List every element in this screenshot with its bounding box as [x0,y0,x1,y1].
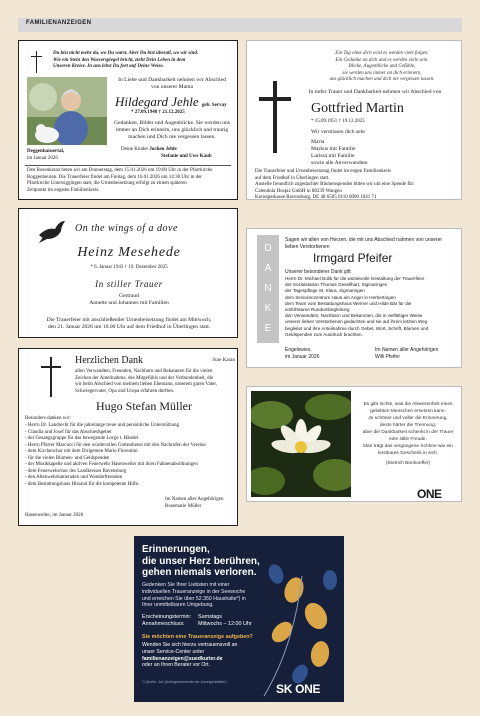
verse-line: Blicke, Augenblicke und Gefühle, [348,64,416,69]
place-date: Hasenweiler, im Januar 2026 [25,513,84,518]
birth-name: geb. Servay [201,103,227,108]
thanks-line: Herrn Dr. Michael Dulik für die würdevolle Gestaltung der Trauerfeier [285,276,425,281]
headline-line: Erinnerungen, [142,544,210,555]
title: Herzlichen Dank [75,355,144,366]
danke-side-bar [257,235,279,343]
deceased-name: Irmgard Pfeifer [313,251,393,265]
life-dates: * 15.09.1951 † 19.12.2025 [311,119,365,124]
side-letter: A [264,263,272,274]
intro-line: Sagen wir allen von Herzen, die mit uns Abschied nahmen von unserer [285,237,443,243]
life-dates: * 6. Januar 1943 † 19. Dezember 2025 [90,265,168,270]
body-line: und erreichen Sie über 52.350 Haushalte*) in [142,595,246,602]
thanks-line: - dem Kirchenchor mit dem Dirigenten Mario Florentini [25,449,138,454]
thanks-line: - Claudia und Josef für das Abschiedsgebet [25,429,112,435]
verse-ref: Sure Karan [212,358,235,363]
thanks-list [285,276,461,338]
name: Hildegard Jehle [115,94,199,109]
text-line: allen Verwandten, Freunden, Nachbarn und Bekannten für die vielen [75,369,213,374]
signoff [165,497,237,510]
promo-footnote: *) Quelle: Jcb (Auflagenkontrolle der Anzeigenblätter) [142,680,227,684]
thanks-line: den Verwandten, Nachbarn und Bekannten, die in vielfältiger Weise [285,313,423,319]
intro-line: von unserer Mama [151,84,193,90]
verse-line: Ein Tag ohne dich wird es werden viele folgen. [335,51,429,56]
signoff-line: Willi Pfeifer [375,353,401,360]
verse-line: sie werden uns immer an dich erinnern, [342,70,422,76]
thanks-line: - Herrn Pfarrer Marcucci für den würdevollen Gottesdienst mit den Nachrufen der Vereine [25,442,206,448]
detail-line: Kreissparkasse Ravensburg, DE 48 6505 0110 0000 1041 71 [255,195,377,200]
body-line: Gedenken Sie Ihrer Liebsten mit einer [142,582,230,588]
signoff [121,147,237,160]
intro-line: lieben Verstorbenen [285,243,330,250]
poem-line: Es gibt nichts, was die Abwesenheit eines [363,402,453,407]
poem-line: aber die Dankbarkeit schenkt in der Trauer [362,430,454,435]
body-line: Ihrer unmittelbaren Umgebung. [142,602,214,609]
detail-line: Anstelle freundlich zugedachter Blumenspenden bitten wir um eine Spende für: [255,182,415,187]
side-letter: N [264,283,272,294]
subtitle: In stiller Trauer [95,279,163,289]
text-line: wir beim Abschied von meinem lieben Ehemann, unserem guten Vater, [75,382,218,387]
detail-line: Calendula Hospiz GmbH in 88239 Wangen [255,188,342,194]
place: Deggenhausertal, [27,149,65,154]
child: Jochen Jehle [149,147,177,152]
deceased-name: Hugo Stefan Müller [96,399,192,413]
thanks-label: Besonders danken wir: [25,416,71,421]
place: Engelswies, [285,347,312,353]
thanks-line: dem Seniorenzentrum Haus am Anger in Herbertingen [285,294,396,300]
text-line: Zeichen der Anteilnahme, des Mitgefühls und der Verbundenheit, die [75,375,214,381]
schedule-value: Samstags [198,614,222,620]
thanks-irmgard-pfeifer [246,228,462,368]
mourner: Gertraud [119,293,139,299]
thanks-line: der Tagespflege St. Klara, Sigmaringen [285,288,365,294]
thanks-line: - der Gesangsgruppe für das bewegende Lorgo t. Händel [25,436,139,441]
side-letter: E [264,323,272,334]
obituary-heinz-mesehede [18,208,238,338]
intro: In tiefer Trauer und Dankbarkeit nehmen wir Abschied von [308,89,442,95]
thanks-hugo-stefan-mueller [18,348,238,526]
thanks-label: Unserer besonderer Dank gilt: [285,269,352,275]
verse-line: Ein Gedanke an dich und es werden viele sein. [335,57,429,63]
poem-line: desto härter die Trennung, [379,423,437,428]
promo-traueranzeige [134,536,344,702]
mourner: sowie alle Anverwandten [311,160,368,166]
thanks-line: dem Team vom Bestattungshaus Werner und Hilde Bär für die [285,300,412,306]
verse-line: Du bist nicht mehr da, wo Du warst. Aber Du bist überall, wo wir sind. [53,51,199,56]
place-date [27,149,107,162]
headline-line: gehen niemals verloren. [142,567,257,578]
ceremony-details [255,169,461,200]
memorial-poem [246,386,462,502]
cross-icon [50,357,52,397]
poem-line: eine stille Freude. [389,437,427,442]
month: im Januar 2026 [27,155,58,161]
thanks-line: - Herrn Dr. Landrecht für die jahrelange treue und persönliche Unterstützung [25,423,179,428]
one-logo: ONE [417,487,442,501]
deceased-name: Heinz Mesehede [77,245,181,260]
thanks-line: - dem Feuerwehrchor des Landkreises Ravensburg [25,468,127,474]
text-line: Schwiegervater, Opa und Uropa erfahren durften. [75,388,175,394]
mourners [311,139,451,167]
motto: On the wings of a dove [75,223,178,234]
portrait-photo [27,77,107,145]
dove-icon [37,219,67,243]
deceased-name [115,94,238,110]
intro [109,77,235,91]
water-lily-photo [251,391,351,497]
thanks-line: - für die vielen Blumen- und Geldspenden [25,455,110,461]
life-dates: * 27.09.1940 † 21.12.2025 [131,110,185,115]
place-date [285,347,365,360]
verse-line: Wie ein Stein den Wasserspiegel bricht, zieht Dein Leben in dem [53,57,186,63]
month: im Januar 2026 [285,353,320,360]
contact-line: Wenden Sie sich hierzu vertrauensvoll an [142,642,238,648]
thanks-line: der Sozialstation Thomas Gesellhart, Sigmaringen [285,282,388,288]
promo-body [142,582,282,609]
thanks-line: einfühlsame Rundumbegleitung [285,307,350,313]
poem-line: Je schöner und voller die Erinnerung, [368,416,448,421]
thanks-line: - dem Bestattungshaus Hirsand für die kompetente Hilfe. [25,481,140,487]
detail-line: Roggenbeuren. Die Trauerfeier findet am Freitag, dem 16.01.2026 um 14:30 Uhr in der [27,174,202,180]
child: Stefanie und Uwe Kaub [161,153,212,159]
detail-line: Pfarrkirche Untersiggingen statt, die Urnenbeisetzung erfolgt zu einem späteren [27,181,187,186]
poem-author: (Dietrich Bonhoeffer) [385,461,431,466]
section-header-bar [18,18,462,32]
promo-contact [142,642,292,669]
detail-line: Die Trauerfeier und Urnenbeisetzung findet im engen Familienkreis [255,169,391,174]
contact-line: oder an Ihren Berater vor Ort. [142,662,211,669]
thanks-line: begleitet und ihre Anteilnahme durch Gebet, Wort, Schrift, Blumen und [285,325,429,331]
section-header: FAMILIENANZEIGEN [26,20,92,26]
verse-line: Unseren Kreise. In uns lebst Du fort auf Deine Weise. [53,64,164,69]
poem-line: Man trägt das vergangene Schöne wie ein [363,444,453,449]
cross-icon [273,81,277,153]
contact-line: unser Service-Center unter [142,648,205,655]
cross-icon-bar [41,366,61,368]
cross-icon [36,51,37,73]
verse-line: uns glücklich machen und dich nie vergessen lassen. [329,77,435,82]
thanks-list [25,423,235,488]
schedule-value: Mittwochs – 12:00 Uhr [198,621,252,627]
headline-line: die unser Herz berühren, [142,555,260,567]
detail-line: Zeitpunkt im engsten Familienkreis. [27,187,100,193]
mourner: Annette und Johannes mit Familien [89,300,169,306]
thanks-text [75,369,235,395]
mourner: Maria [311,139,325,145]
detail-line: auf dem Friedhof in Überlingen statt. [255,175,330,181]
promo-headline [142,544,342,579]
thanks-line: unserer lieben Verstorbenen gedachten und sie auf ihrem letzten Weg [285,319,428,325]
side-letter: D [264,243,272,254]
intro-line: In Liebe und Dankbarkeit nehmen wir Abschied [118,77,226,83]
cross-icon-bar [259,97,291,101]
poem-line: kostbares Geschenk in sich. [378,451,438,456]
poem-line: geliebten Menschen ersetzen kann. [370,409,446,414]
verse [307,51,457,84]
text-line: Gedanken, Bilder und Augenblicke. Sie werden uns [114,120,230,126]
intro [285,237,461,250]
signoff-line: Rosemarie Müller [165,503,202,509]
mourners-label: Wir vermissen dich sehr [311,129,366,135]
cross-icon-bar [31,56,42,57]
detail-line: Die Trauerfeier mit anschließender Urnenbeisetzung findet am Mittwoch, [46,317,212,323]
contact-email[interactable]: familienanzeigen@suedkurier.de [142,655,223,662]
promo-schedule [142,614,292,628]
divider [25,165,231,166]
signoff [375,347,461,360]
poem [355,401,461,467]
detail-line: den 21. Januar 2026 um 10.00 Uhr auf dem Friedhof in Überlingen statt. [47,324,211,330]
thanks-line: - der Musikkapelle und aktiven Feuerwehr Hasenweiler mit ihren Fahnenabordnungen [25,462,198,467]
body-line: individuellen Traueranzeige in der Seewoche [142,588,246,595]
signoff-label: Deine Kinder [121,147,149,152]
side-letter: K [264,303,272,314]
detail-line: Den Rosenkranz beten wir am Donnerstag, dem 15.01.2026 um 19:00 Uhr in der Pfarrkirche [27,168,213,173]
deceased-name: Gottfried Martin [311,101,404,116]
thanks-line: - den Altenwehrkameraden und Wanderfreunden [25,475,123,480]
sk-one-logo: SK ONE [276,682,321,696]
thanks-line: Geldspenden zum Ausdruck brachten. [285,331,363,337]
ceremony-details [27,168,235,194]
schedule-label: Annahmeschluss: [142,621,185,627]
schedule-label: Erscheinungstermin: [142,614,192,620]
signoff-line: Im Namen aller Angehörigen [165,497,224,502]
text-line: immer an Dich erinnern, uns glücklich und traurig [115,127,229,133]
mourner: Larissa mit Familie [311,153,355,159]
remembrance-text [109,120,235,141]
verse [53,51,235,71]
mourners [29,293,229,307]
obituary-gottfried-martin [246,40,462,200]
mourner: Markus mit Familie [311,146,356,152]
obituary-hildegard-jehle [18,40,238,200]
text-line: machen und Dich nie vergessen lassen. [128,134,216,140]
promo-cta: Sie möchten eine Traueranzeige aufgeben? [142,634,253,640]
ceremony-details [25,317,233,331]
signoff-line: Im Namen aller Angehörigen [375,347,439,353]
